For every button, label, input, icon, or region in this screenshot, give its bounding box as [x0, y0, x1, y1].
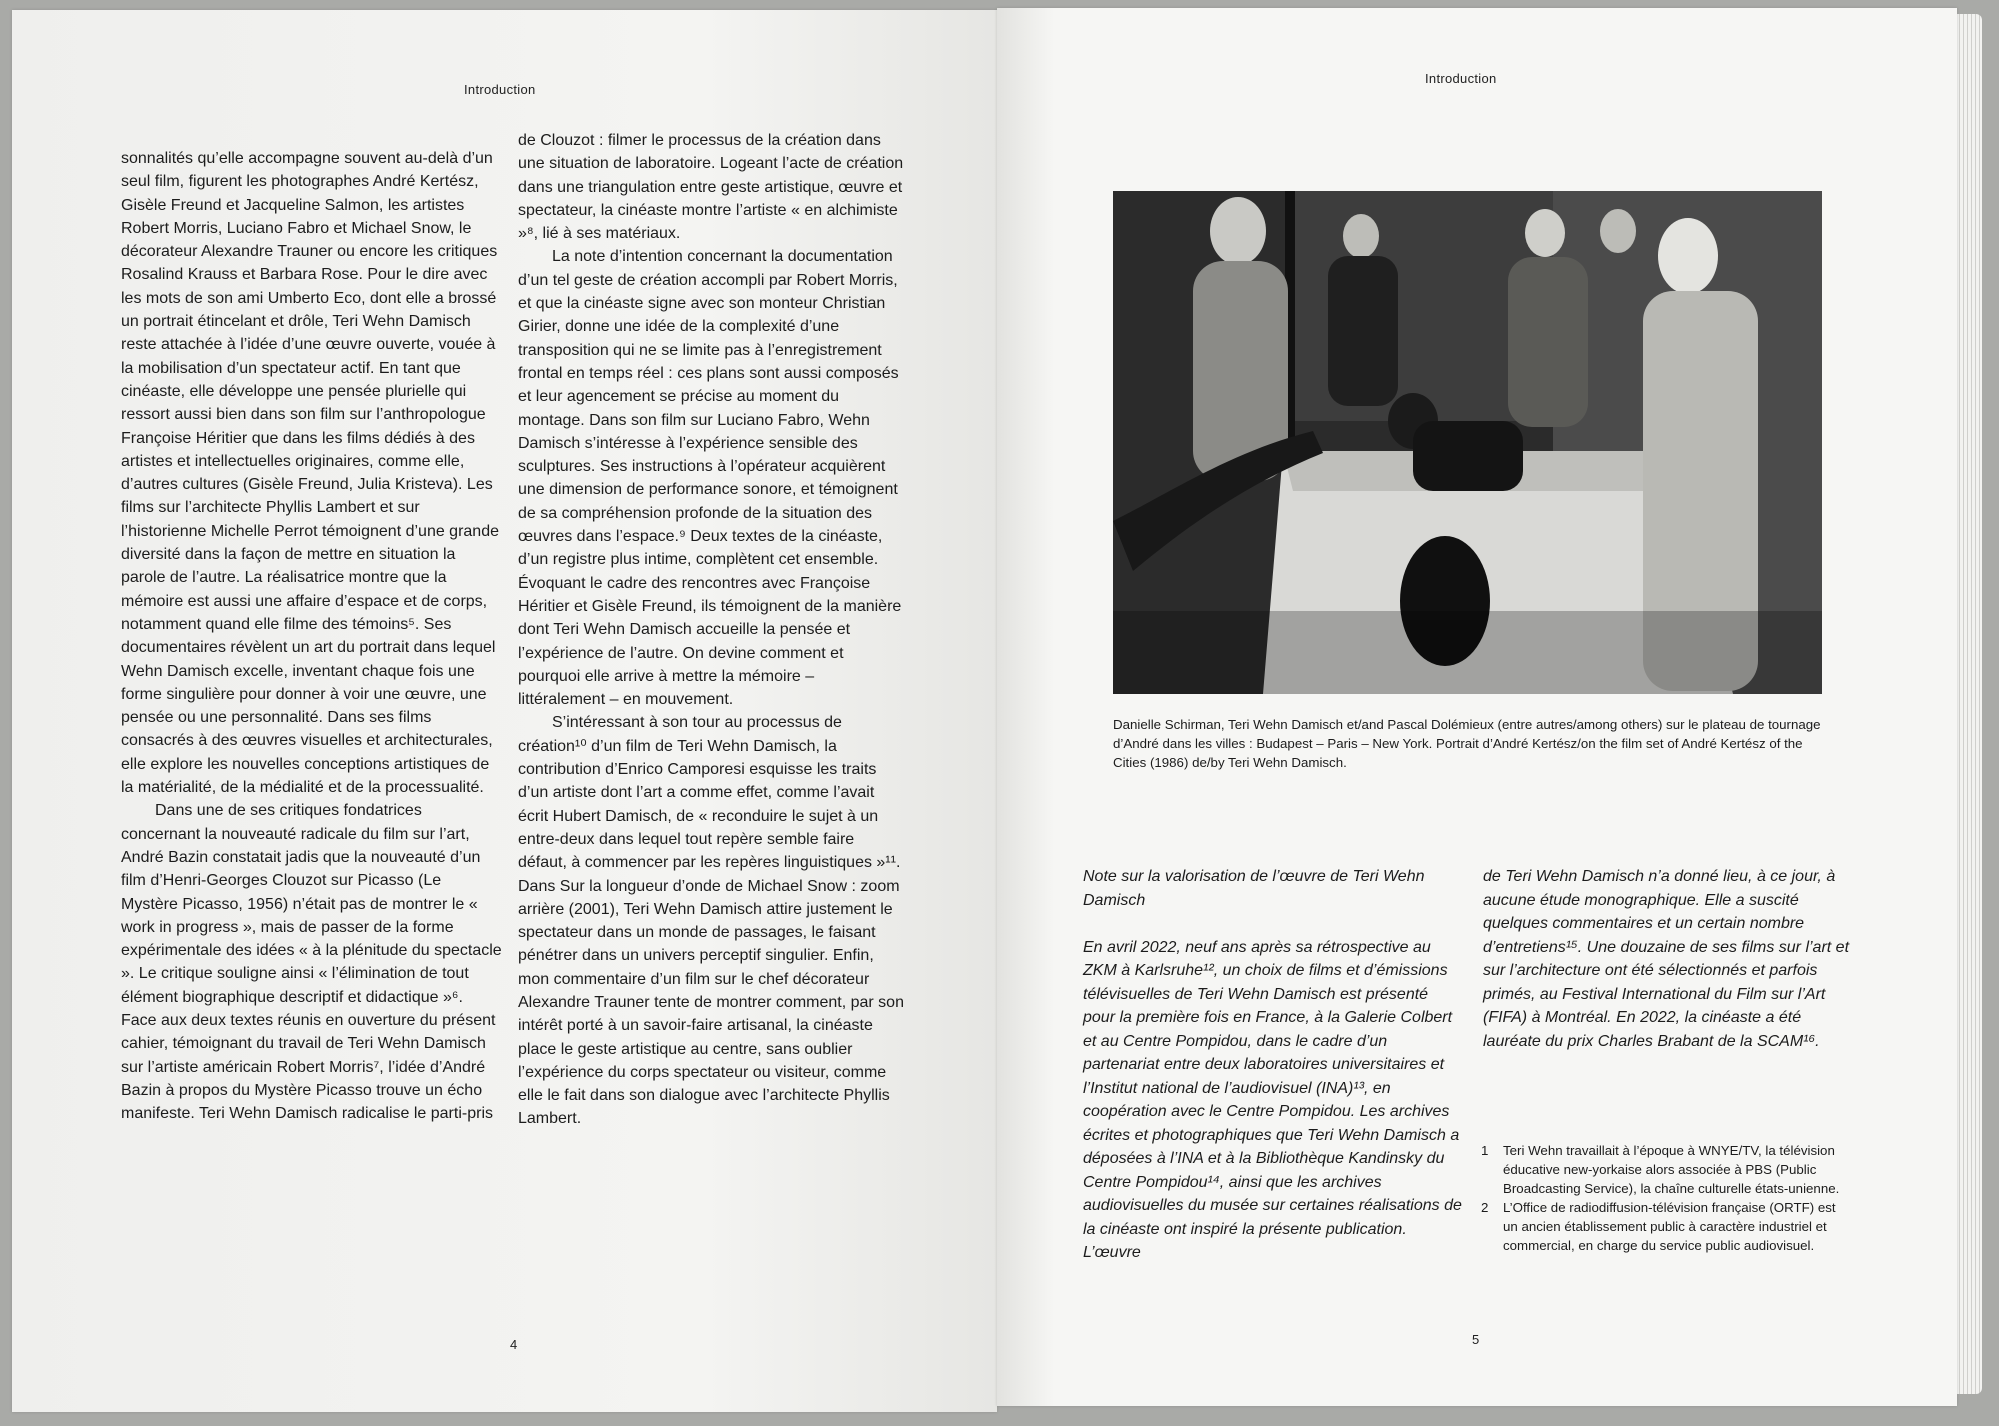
- footnote-text: L’Office de radiodiffusion-télévision française (ORTF) est un ancien établissement public à caractère industriel et commercial, en charge du service public audiovisuel.: [1503, 1200, 1836, 1253]
- paragraph: En avril 2022, neuf ans après sa rétrospective au ZKM à Karlsruhe¹², un choix de films et d’émissions télévisuelles de Teri Wehn Damisch est présenté pour la première fois en France, à la Galerie Colbert et au Centre Pompidou, dans le cadre d’un partenariat entre deux laboratoires universitaires et l’Institut national de l’audiovisuel (INA)¹³, en coopération avec le Centre Pompidou. Les archives écrites et photographiques que Teri Wehn Damisch a déposées à l’INA et à la Bibliothèque Kandinsky du Centre Pompidou¹⁴, ainsi que les archives audiovisuelles du musée sur certaines réalisations de la cinéaste ont inspiré la présente publication. L’œuvre: [1083, 938, 1462, 1261]
- running-head-left: Introduction: [464, 82, 536, 97]
- paragraph: Dans une de ses critiques fondatrices concernant la nouveauté radicale du film sur l’art, André Bazin constatait jadis que la nouveauté d’un film d’Henri-Georges Clouzot sur Picasso (Le Mystère Picasso, 1956) n’était pas de montrer le « work in progress », mais de passer de la forme expérimentale des idées « à la plénitude du spectacle ». Le critique souligne ainsi « l’élimination de tout élément biographique descriptif et didactique »⁶. Face aux deux textes réunis en ouverture du présent cahier, témoignant du travail de Teri Wehn Damisch sur l’artiste américain Robert Morris⁷, l’idée d’André Bazin à propos du Mystère Picasso trouve un écho manifeste. Teri Wehn Damisch radicalise le parti-pris: [121, 802, 502, 1123]
- note-column-1: [1083, 865, 1463, 1265]
- paragraph: sonnalités qu’elle accompagne souvent au-delà d’un seul film, figurent les photographes André Kertész, Gisèle Freund et Jacqueline Salmon, les artistes Robert Morris, Luciano Fabro et Michael Snow, le décorateur Alexandre Trauner ou encore les critiques Rosalind Krauss et Barbara Rose. Pour le dire avec les mots de son ami Umberto Eco, dont elle a brossé un portrait étincelant et drôle, Teri Wehn Damisch reste attachée à l’idée d’une œuvre ouverte, vouée à la mobilisation d’un spectateur actif. En tant que cinéaste, elle développe une pensée plurielle qui ressort aussi bien dans son film sur l’anthropologue Françoise Héritier que dans les films dédiés à des artistes et intellectuelles originaires, comme elle, d’autres cultures (Gisèle Freund, Julia Kristeva). Les films sur l’architecte Phyllis Lambert et sur l’historienne Michelle Perrot témoignent d’une grande diversité dans la façon de mettre en situation la parole de l’autre. La réalisatrice montre que la mémoire est aussi une affaire d’espace et de corps, notamment quand elle filme des témoins⁵. Ses documentaires révèlent un art du portrait dans lequel Wehn Damisch excelle, inventant chaque fois une forme singulière pour donner à voir une œuvre, une pensée ou une personnalité. Dans ses films consacrés à des œuvres visuelles et architecturales, elle explore les nouvelles conceptions artistiques de la matérialité, de la médialité et de la processualité.: [121, 150, 499, 797]
- paragraph: S’intéressant à son tour au processus de création¹⁰ d’un film de Teri Wehn Damisch, la contribution d’Enrico Camporesi esquisse les traits d’un artiste dont l’art a comme effet, comme l’avait écrit Hubert Damisch, de « reconduire le sujet à un entre-deux dans lequel tout repère semble faire défaut, à commencer par les repères linguistiques »¹¹. Dans Sur la longueur d’onde de Michael Snow : zoom arrière (2001), Teri Wehn Damisch attire justement le spectateur dans un monde de passages, le faisant pénétrer dans un univers perceptif singulier. Enfin, mon commentaire d’un film sur le chef décorateur Alexandre Trauner tente de montrer comment, par son intérêt porté à un savoir-faire artisanal, la cinéaste place le geste artistique au centre, sans oublier l’expérience du corps spectateur ou visiteur, comme elle le fait dans son dialogue avec l’architecte Phyllis Lambert.: [518, 714, 904, 1128]
- photo-figures: [1113, 191, 1822, 694]
- film-set-photograph: [1113, 191, 1822, 694]
- paragraph: La note d’intention concernant la documentation d’un tel geste de création accompli par Robert Morris, et que la cinéaste signe avec son monteur Christian Girier, donne une idée de la complexité d’une transposition qui ne se limite pas à l’enregistrement frontal en temps réel : ces plans sont aussi composés et leur agencement se précise au moment du montage. Dans son film sur Luciano Fabro, Wehn Damisch s’intéresse à l’expérience sensible des sculptures. Ses instructions à l’opérateur acquièrent une dimension de performance sonore, et témoignent de sa compréhension profonde de la situation des œuvres dans l’espace.⁹ Deux textes de la cinéaste, d’un registre plus intime, complètent cet ensemble. Évoquant le cadre des rencontres avec Françoise Héritier et Gisèle Freund, ils témoignent de la manière dont Teri Wehn Damisch accueille la pensée et l’expérience de l’autre. On devine comment et pourquoi elle arrive à mettre la mémoire – littéralement – en mouvement.: [518, 248, 902, 709]
- footnotes: [1481, 1141, 1841, 1255]
- footnote-text: Teri Wehn travaillait à l’époque à WNYE/TV, la télévision éducative new-yorkaise alors associée à PBS (Public Broadcasting Service), la chaîne culturelle états-unienne.: [1503, 1143, 1840, 1196]
- page-stack-edge: [1956, 14, 1982, 1394]
- note-column-2: [1483, 865, 1861, 1053]
- page-number-left: 4: [510, 1337, 518, 1352]
- footnote-number: 2: [1481, 1200, 1489, 1215]
- paragraph: de Clouzot : filmer le processus de la création dans une situation de laboratoire. Logeant l’acte de création dans une triangulation entre geste artistique, œuvre et spectateur, la cinéaste montre l’artiste « en alchimiste »⁸, lié à ses matériaux.: [518, 132, 904, 243]
- left-page: [12, 10, 997, 1412]
- footnote-number: 1: [1481, 1143, 1489, 1158]
- paragraph: de Teri Wehn Damisch n’a donné lieu, à ce jour, à aucune étude monographique. Elle a suscité quelques commentaires et un certain nombre d’entretiens¹⁵. Une douzaine de ses films sur l’art et sur l’architecture ont été sélectionnés et parfois primés, au Festival International du Film sur l’Art (FIFA) à Montréal. En 2022, la cinéaste a été lauréate du prix Charles Brabant de la SCAM¹⁶.: [1483, 868, 1850, 1050]
- running-head-right: Introduction: [1425, 71, 1497, 86]
- footnote-item: [1481, 1141, 1841, 1198]
- right-page: [997, 8, 1957, 1406]
- photo-caption: Danielle Schirman, Teri Wehn Damisch et/and Pascal Dolémieux (entre autres/among others) sur le plateau de tournage d’André dans les villes : Budapest – Paris – New York. Portrait d’André Kertész/on the film set of André Kertész of the Cities (1986) de/by Teri Wehn Damisch.: [1113, 717, 1821, 770]
- page-number-right: 5: [1472, 1332, 1480, 1347]
- left-column-1: [121, 147, 502, 1125]
- left-column-2: [518, 129, 905, 1131]
- footnote-item: [1481, 1198, 1841, 1255]
- note-title: Note sur la valorisation de l’œuvre de Teri Wehn Damisch: [1083, 868, 1425, 909]
